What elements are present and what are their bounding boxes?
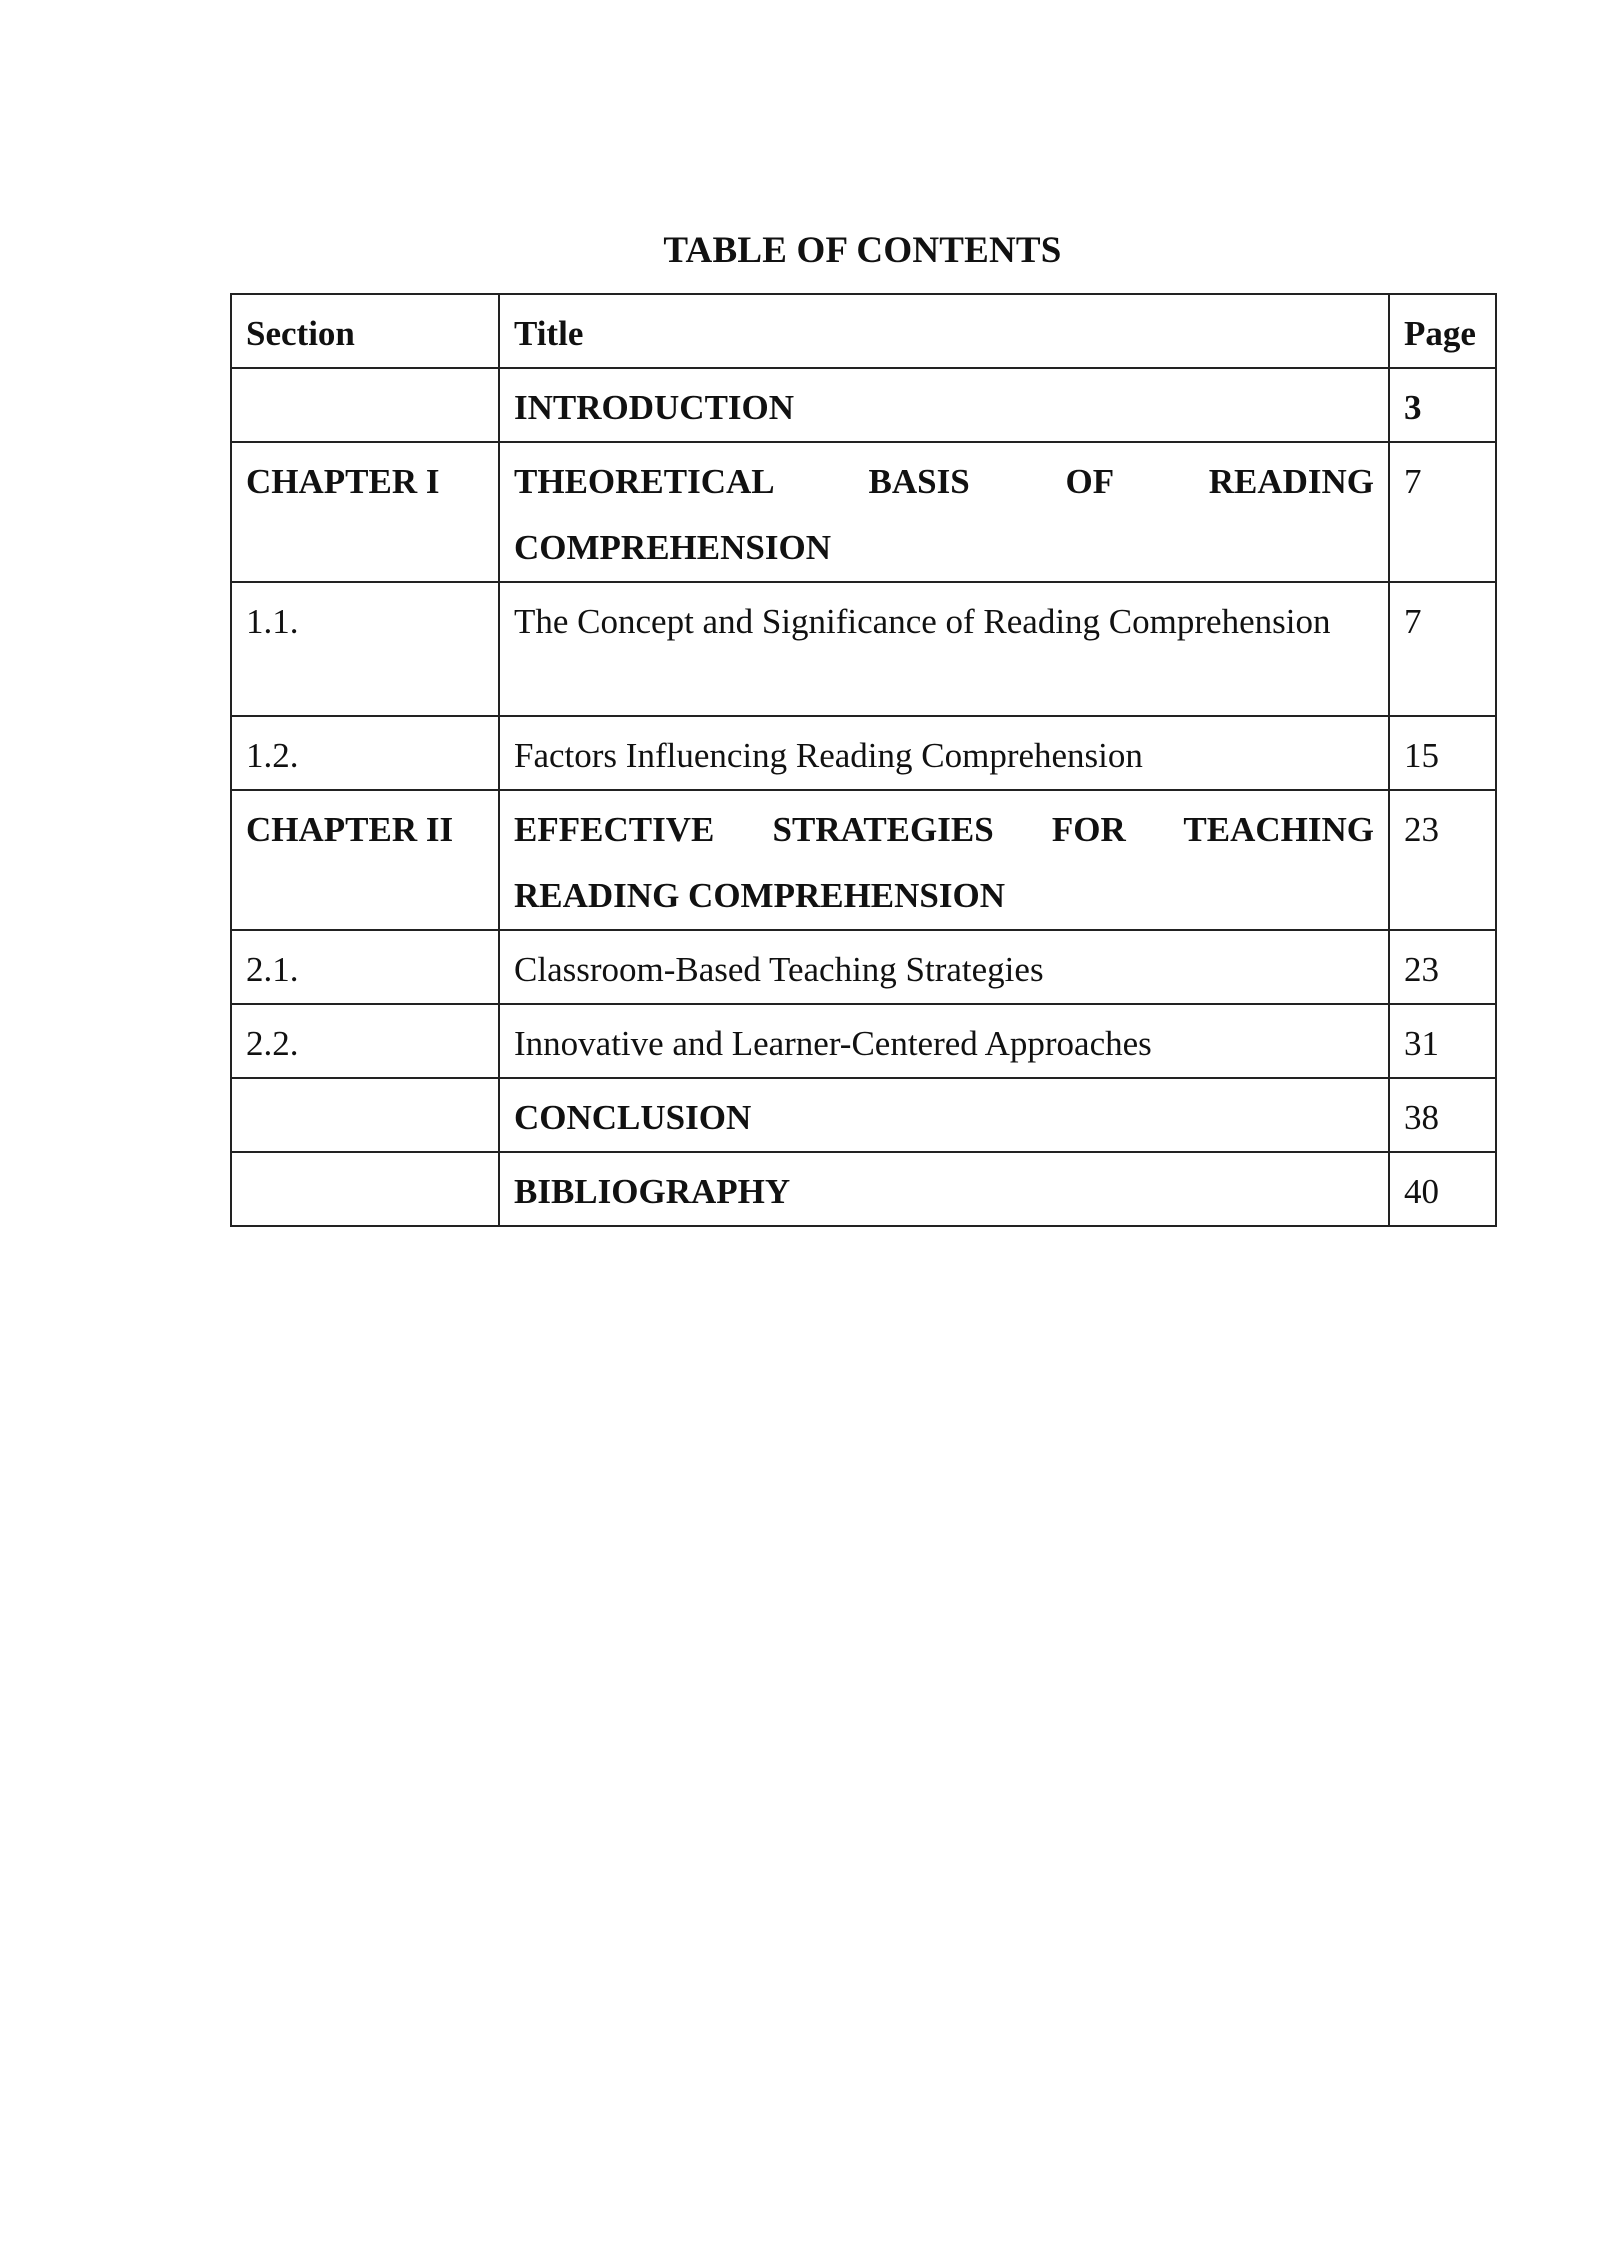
toc-table: [230, 293, 1497, 1227]
toc-row-page: [1389, 1004, 1496, 1078]
toc-row-conclusion: [231, 1078, 1496, 1152]
title-label: EFFECTIVE STRATEGIES FOR TEACHING READING COMPREHENSION: [514, 810, 1374, 915]
toc-header-row: [231, 294, 1496, 368]
toc-row-title: [499, 582, 1389, 716]
toc-row-section: [231, 368, 499, 442]
toc-row-page: [1389, 1152, 1496, 1226]
page-number: 31: [1404, 1024, 1439, 1063]
toc-row-bibliography: [231, 1152, 1496, 1226]
toc-row-1-2: [231, 716, 1496, 790]
toc-row-page: [1389, 930, 1496, 1004]
toc-row-page: [1389, 1078, 1496, 1152]
column-header-page: [1389, 294, 1496, 368]
title-label: THEORETICAL BASIS OF READING COMPREHENSION: [514, 462, 1374, 567]
page-number: 7: [1404, 462, 1422, 501]
toc-row-section: [231, 790, 499, 930]
toc-row-title: [499, 930, 1389, 1004]
toc-row-title: [499, 716, 1389, 790]
page-number: 40: [1404, 1172, 1439, 1211]
column-header-title-label: Title: [514, 314, 584, 353]
toc-row-chapter-1: [231, 442, 1496, 582]
section-label: 1.2.: [246, 736, 299, 775]
section-label: [246, 1153, 484, 1159]
page-number: 3: [1404, 388, 1422, 427]
title-label: INTRODUCTION: [514, 388, 795, 427]
toc-row-title: [499, 368, 1389, 442]
toc-row-1-1: [231, 582, 1496, 716]
title-label: BIBLIOGRAPHY: [514, 1172, 791, 1211]
section-label: [246, 1079, 484, 1085]
title-label: Innovative and Learner-Centered Approaches: [514, 1024, 1152, 1063]
toc-row-title: [499, 1152, 1389, 1226]
page-number: 7: [1404, 602, 1422, 641]
column-header-section-label: Section: [246, 314, 355, 353]
toc-row-page: [1389, 790, 1496, 930]
title-label: CONCLUSION: [514, 1098, 752, 1137]
section-label: 2.2.: [246, 1024, 299, 1063]
toc-row-section: [231, 1078, 499, 1152]
toc-row-section: [231, 582, 499, 716]
page-number: 15: [1404, 736, 1439, 775]
column-header-page-label: Page: [1404, 314, 1476, 353]
toc-row-introduction: [231, 368, 1496, 442]
toc-row-chapter-2: [231, 790, 1496, 930]
section-label: CHAPTER II: [246, 810, 454, 849]
section-label: 2.1.: [246, 950, 299, 989]
title-label: The Concept and Significance of Reading Comprehension: [514, 602, 1331, 641]
column-header-section: [231, 294, 499, 368]
toc-row-section: [231, 1152, 499, 1226]
title-label: Factors Influencing Reading Comprehension: [514, 736, 1143, 775]
toc-row-page: [1389, 582, 1496, 716]
toc-row-section: [231, 716, 499, 790]
section-label: [246, 369, 484, 375]
toc-row-2-2: [231, 1004, 1496, 1078]
toc-row-section: [231, 442, 499, 582]
page-number: 38: [1404, 1098, 1439, 1137]
toc-row-title: [499, 1004, 1389, 1078]
toc-row-title: [499, 790, 1389, 930]
toc-row-title: [499, 442, 1389, 582]
toc-heading: [0, 226, 1600, 276]
toc-row-section: [231, 1004, 499, 1078]
toc-row-title: [499, 1078, 1389, 1152]
section-label: 1.1.: [246, 602, 299, 641]
toc-row-2-1: [231, 930, 1496, 1004]
toc-row-page: [1389, 368, 1496, 442]
page-number: 23: [1404, 950, 1439, 989]
toc-row-page: [1389, 442, 1496, 582]
section-label: CHAPTER I: [246, 462, 440, 501]
title-label: Classroom-Based Teaching Strategies: [514, 950, 1044, 989]
toc-row-page: [1389, 716, 1496, 790]
page-number: 23: [1404, 810, 1439, 849]
column-header-title: [499, 294, 1389, 368]
toc-heading-text: TABLE OF CONTENTS: [663, 230, 1062, 271]
toc-row-section: [231, 930, 499, 1004]
